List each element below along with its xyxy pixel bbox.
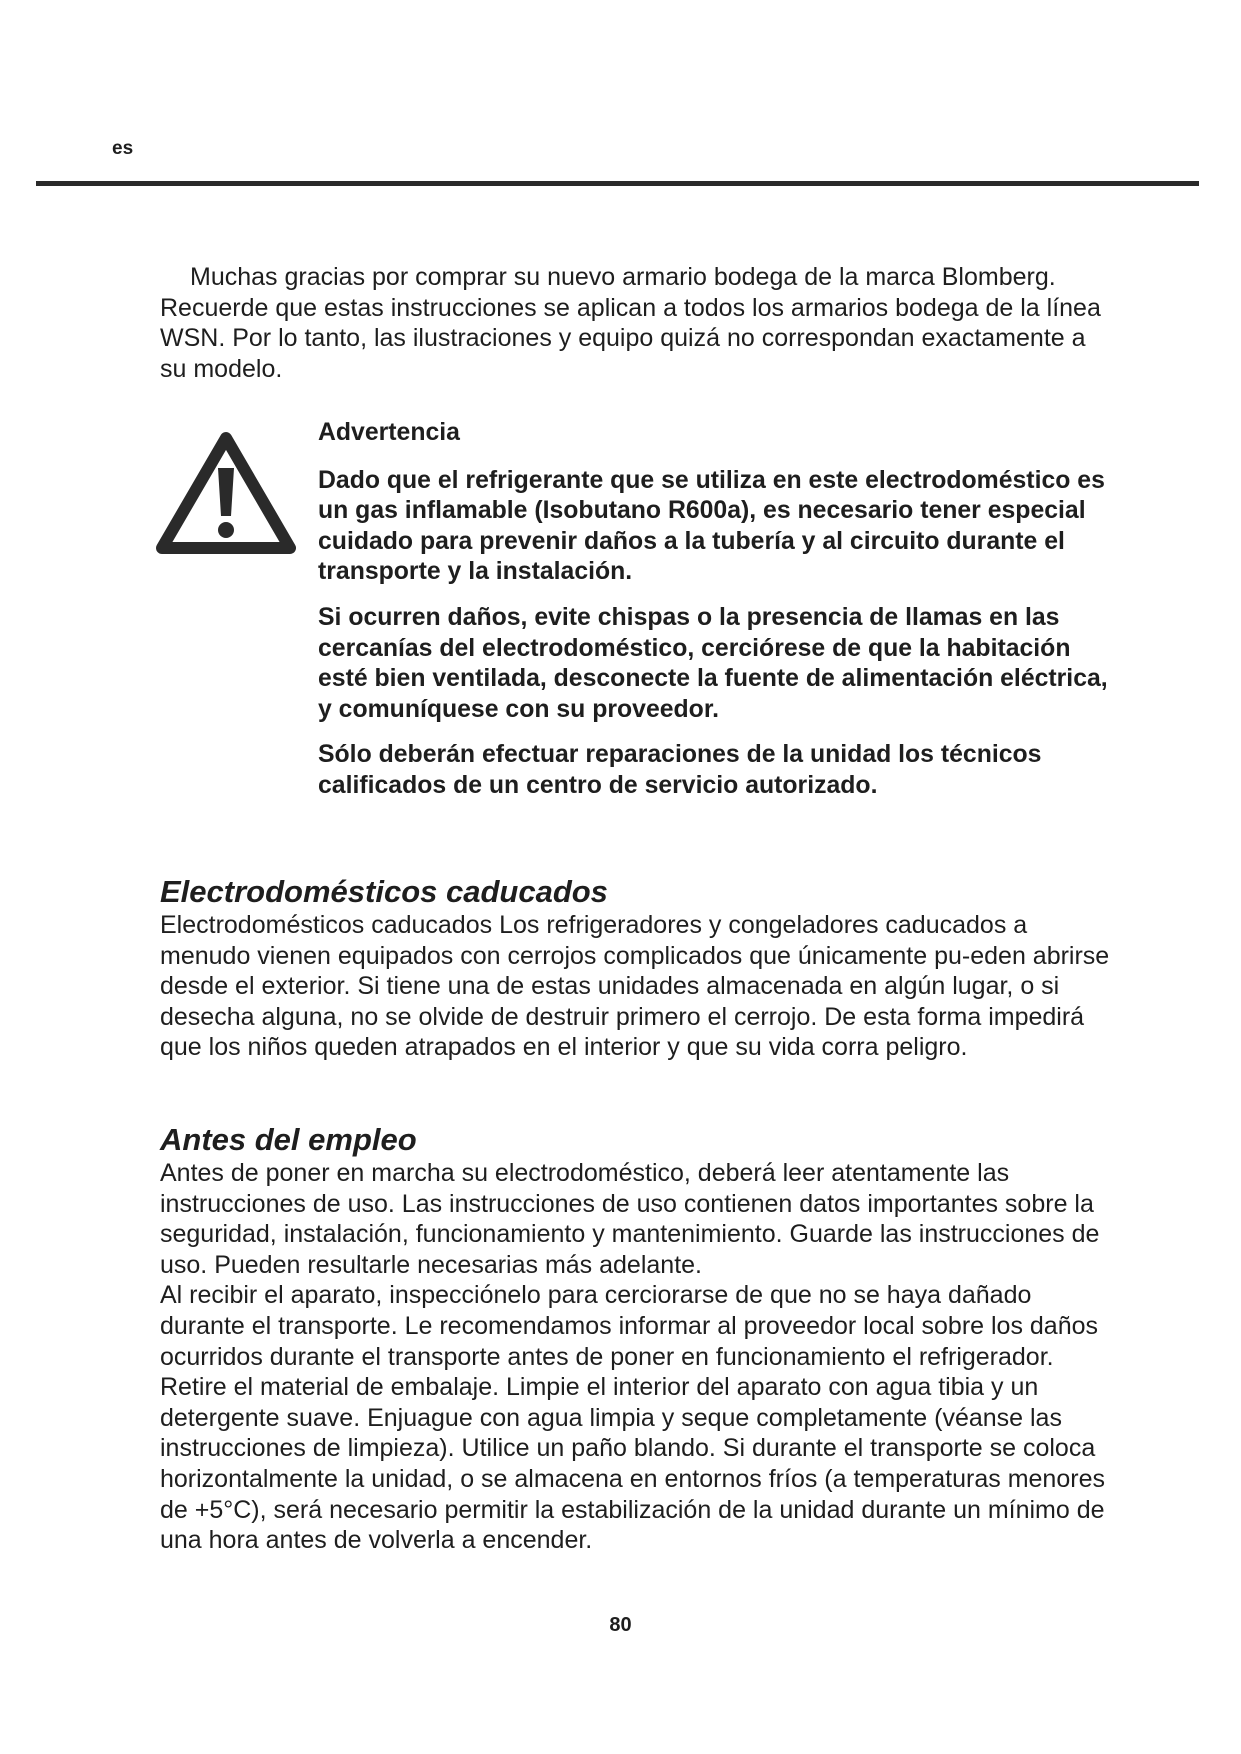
- section-paragraph: Retire el material de embalaje. Limpie el interior del aparato con agua tibia y un detergente suave. Enjuague con agua limpia y seque completamente (véanse las instrucciones de limpieza). Utilice un paño blando. Si durante el transporte se coloca horizontalmente la unidad, o se almacena en entornos fríos (a temperaturas menores de +5°C), será necesario permitir la estabilización de la unidad durante un mínimo de una hora antes de volverla a encender.: [160, 1373, 1105, 1555]
- section-paragraph: Antes de poner en marcha su electrodoméstico, deberá leer atentamente las instrucciones de uso. Las instrucciones de uso contienen datos importantes sobre la seguridad, instalación, funcionamiento y mantenimiento. Guarde las instrucciones de uso. Pueden resultarle necesarias más adelante.: [160, 1159, 1100, 1279]
- intro-paragraph: Muchas gracias por comprar su nuevo armario bodega de la marca Blomberg. Recuerde que estas instrucciones se aplican a todos los armarios bodega de la línea WSN. Por lo tanto, las ilustraciones y equipo quizá no correspondan exactamente a su modelo.: [160, 263, 1101, 383]
- warning-triangle-icon: [156, 430, 296, 556]
- language-code: es: [112, 138, 134, 159]
- section-title: Antes del empleo: [160, 1122, 417, 1157]
- intro-block: [160, 262, 1110, 384]
- warning-paragraph: Sólo deberán efectuar reparaciones de la unidad los técnicos calificados de un centro de servicio autorizado.: [318, 741, 1042, 799]
- section-expired-appliances: [160, 874, 1120, 1063]
- section-title: Electrodomésticos caducados: [160, 874, 608, 909]
- section-before-use: [160, 1122, 1120, 1556]
- section-paragraph: Al recibir el aparato, inspecciónelo para cerciorarse de que no se haya dañado durante el transporte. Le recomendamos informar al proveedor local sobre los daños ocurridos durante el transporte antes de poner en funcionamiento el refrigerador.: [160, 1281, 1099, 1371]
- header-rule: [36, 181, 1199, 186]
- warning-paragraph: Si ocurren daños, evite chispas o la presencia de llamas en las cercanías del electrodoméstico, cerciórese de que la habitación esté bien ventilada, desconecte la fuente de alimentación eléctrica, y comuníquese con su proveedor.: [318, 603, 1108, 723]
- warning-title: Advertencia: [318, 419, 460, 446]
- warning-paragraph: Dado que el refrigerante que se utiliza en este electrodoméstico es un gas inflamable (Isobutano R600a), es necesario tener especial cuidado para prevenir daños a la tubería y al circuito durante el transporte y la instalación.: [318, 466, 1105, 586]
- warning-block: [318, 418, 1118, 817]
- page-number: 80: [609, 1614, 632, 1636]
- section-paragraph: Electrodomésticos caducados Los refrigeradores y congeladores caducados a menudo vienen equipados con cerrojos complicados que únicamente pu-eden abrirse desde el exterior. Si tiene una de estas unidades almacenada en algún lugar, o si desecha alguna, no se olvide de destruir primero el cerrojo. De esta forma impedirá que los niños queden atrapados en el interior y que su vida corra peligro.: [160, 911, 1110, 1062]
